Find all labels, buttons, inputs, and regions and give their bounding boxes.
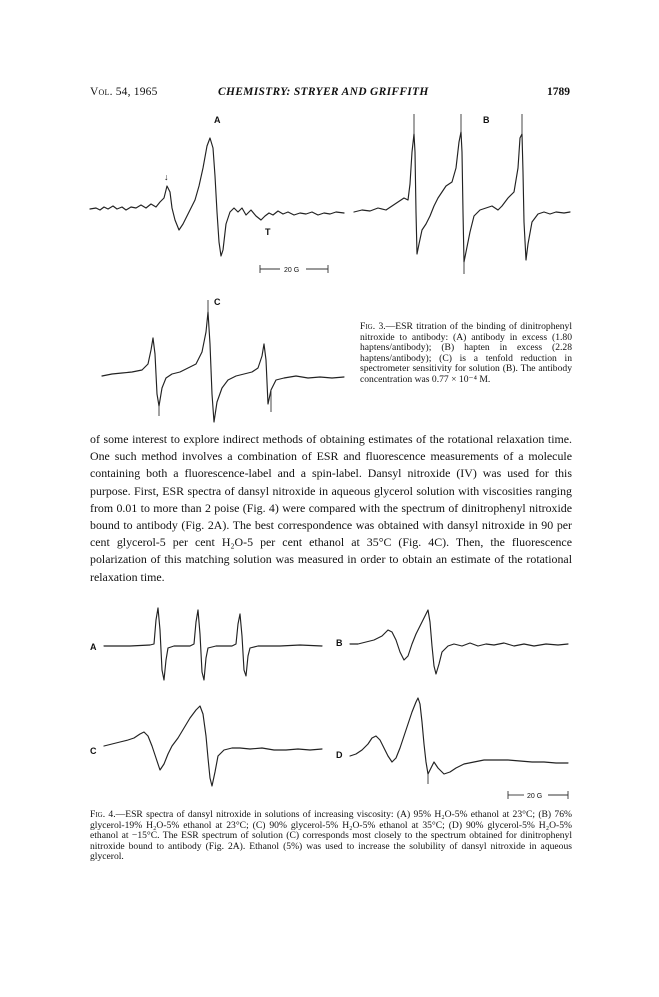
fig4-panel-d-label: D: [336, 750, 343, 760]
fig4-d-spectrum: [350, 698, 568, 774]
fig3-t-marker: T: [265, 227, 271, 237]
fig4-c-spectrum: [104, 706, 322, 786]
fig3-c-spectrum: [102, 312, 344, 422]
fig3-panel-b: [352, 112, 574, 277]
fig3-caption-label: Fig. 3.: [360, 321, 386, 332]
fig4-a-spectrum: [104, 608, 322, 680]
fig4-panel-d: [334, 692, 574, 792]
fig3-scale-label: 20 G: [284, 267, 300, 274]
fig4-panel-a: [90, 600, 330, 690]
fig3-panel-a-label: A: [214, 115, 221, 125]
volume-info: Vol. 54, 1965: [90, 86, 158, 98]
fig3-panel-c: [100, 294, 352, 429]
fig4-caption-label: Fig. 4.: [90, 809, 116, 820]
fig3-panel-b-label: B: [483, 115, 490, 125]
page-number: 1789: [547, 86, 570, 98]
fig3-a-spectrum: [90, 138, 344, 256]
fig4-caption-text: —ESR spectra of dansyl nitroxide in solutions of increasing viscosity: (A) 95% H₂O-5% ethanol at 23°C; (B) 76% glycerol-19% H₂O-5% ethanol at 23°C; (C) 90% glycerol-5% H₂O-5% ethanol at 35°C; (D) 90% glycerol-5% H₂O-5% ethanol at −15°C. The ESR spectrum of solution (C) corresponds most closely to the spectrum obtained for dinitrophenyl nitroxide bound to antibody (Fig. 2A). Ethanol (5%) was used to increase the solubility of dansyl nitroxide in aqueous glycerol.: [90, 809, 572, 863]
fig4-panel-b-label: B: [336, 638, 343, 648]
fig3-caption: [360, 322, 572, 386]
fig4-caption: [90, 810, 572, 863]
body-paragraph: of some interest to explore indirect methods of obtaining estimates of the rotational relaxation time. One such method involves a combination of ESR and fluorescence measurements of a molecule containing both a fluorescence-label and a spin-label. Dansyl nitroxide (IV) was used for this purpose. First, ESR spectra of dansyl nitroxide in aqueous glycerol solution with viscosities ranging from 0.01 to more than 2 poise (Fig. 4) were compared with the spectrum of dinitrophenyl nitroxide bound to antibody (Fig. 2A). The best correspondence was obtained with dansyl nitroxide in 90 per cent glycerol-5 per cent H₂O-5 per cent ethanol at 35°C (Fig. 4C). Then, the fluorescence polarization of this matching solution was measured in order to obtain an estimate of the rotational relaxation time.: [90, 432, 572, 584]
fig3-b-spectrum: [354, 132, 570, 262]
fig4-b-spectrum: [350, 610, 568, 674]
fig3-caption-text: —ESR titration of the binding of dinitrophenyl nitroxide to antibody: (A) antibody in excess (1.80 haptens/antibody); (B) hapten in excess (2.28 haptens/antibody); (C) is a tenfold reduction in spectrometer sensitivity for solution (B). The antibody concentration was 0.77 × 10⁻⁴ M.: [360, 321, 573, 385]
fig4-scale-bar: [506, 788, 576, 802]
fig4-panel-c-label: C: [90, 746, 97, 756]
fig4-panel-b: [334, 600, 574, 690]
fig4-scale-label: 20 G: [527, 793, 543, 800]
running-header: [90, 86, 570, 102]
fig3-panel-a: [88, 112, 350, 277]
fig4-panel-a-label: A: [90, 642, 97, 652]
fig3-scale-bar: [258, 262, 338, 276]
running-title: CHEMISTRY: STRYER AND GRIFFITH: [218, 86, 429, 98]
fig3-panel-c-label: C: [214, 297, 221, 307]
fig3-arrow-marker: ↓: [164, 172, 169, 182]
fig4-panel-c: [90, 692, 330, 792]
